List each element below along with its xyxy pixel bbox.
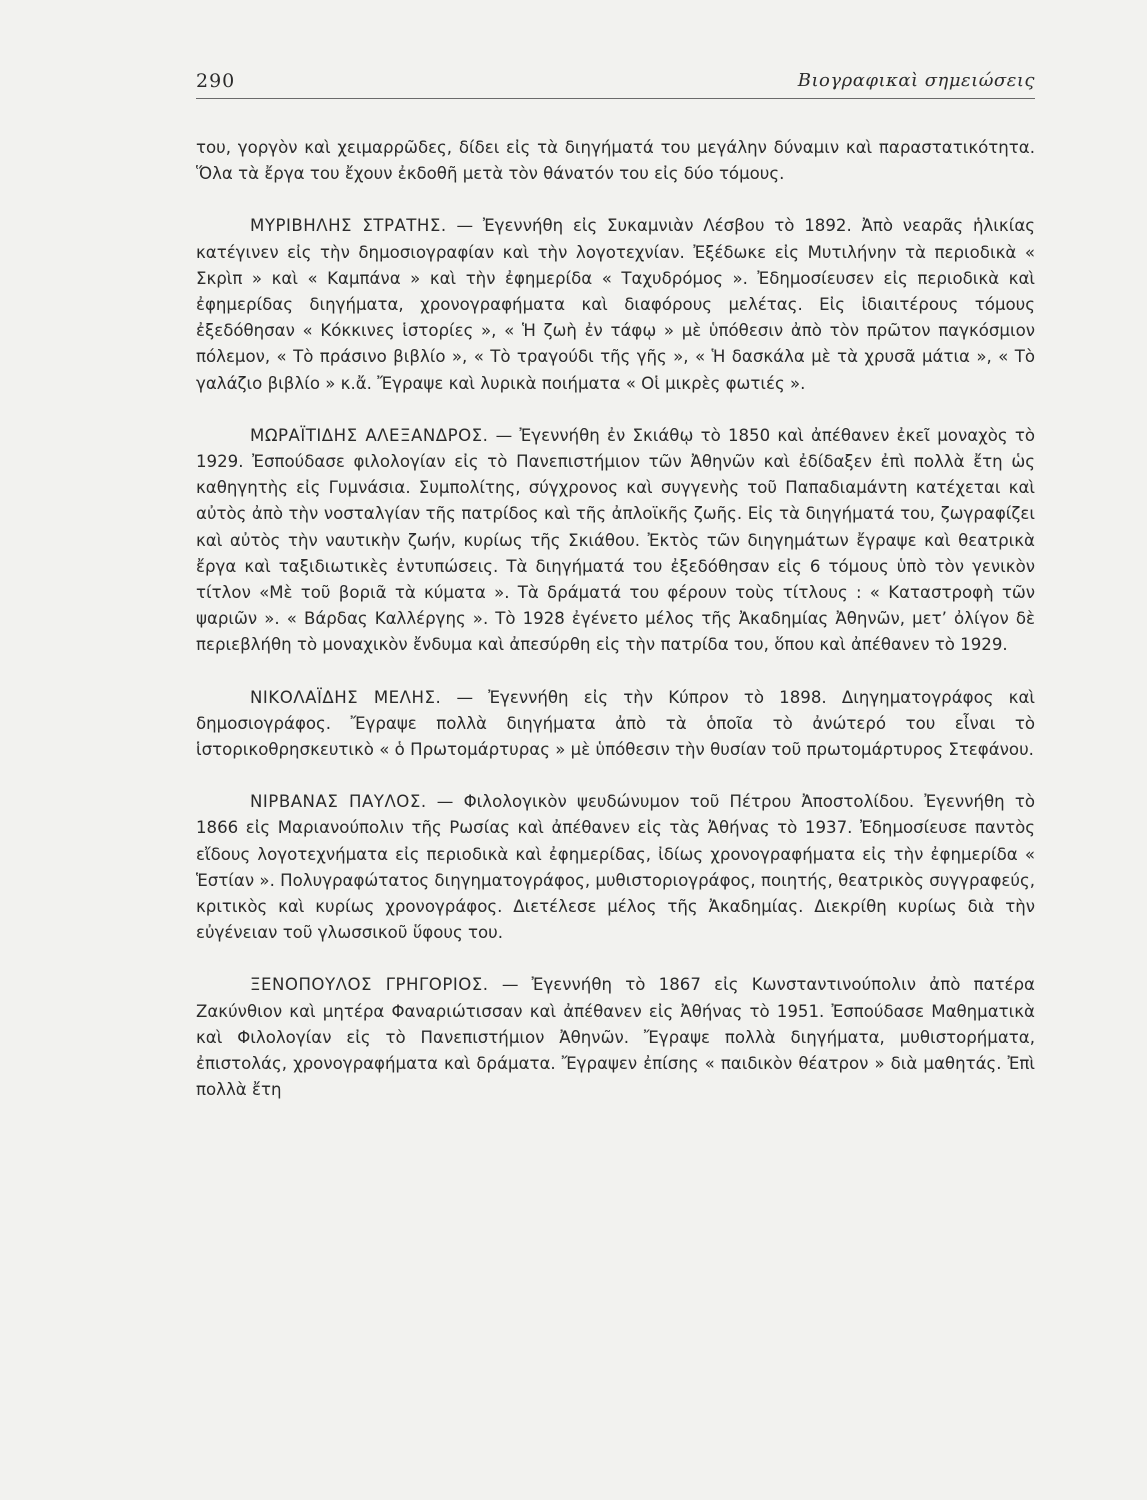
entry-moraitidis [196, 423, 1035, 659]
page-number: 290 [196, 70, 236, 92]
entry-text: — Ἐγεννήθη εἰς Συκαμνιὰν Λέσβου τὸ 1892. Ἀπὸ νεαρᾶς ἡλικίας κατέγινεν εἰς τὴν δημοσιογραφίαν καὶ τὴν λογοτεχνίαν. Ἐξέδωκε εἰς Μυτιλήνην τὰ περιοδικὰ « Σκρὶπ » καὶ « Καμπάνα » καὶ τὴν ἐφημερίδα « Ταχυδρόμος ». Ἐδημοσίευσεν εἰς περιοδικὰ καὶ ἐφημερίδας διηγήματα, χρονογραφήματα καὶ διαφόρους μελέτας. Εἰς ἰδιαιτέρους τόμους ἐξεδόθησαν « Κόκκινες ἱστορίες », « Ἡ ζωὴ ἐν τάφῳ » μὲ ὑπόθεσιν ἀπὸ τὸν πρῶτον παγκόσμιον πόλεμον, « Τὸ πράσινο βιβλίο », « Τὸ τραγούδι τῆς γῆς », « Ἡ δασκάλα μὲ τὰ χρυσᾶ μάτια », « Τὸ γαλάζιο βιβλίο » κ.ἄ. Ἔγραψε καὶ λυρικὰ ποιήματα « Οἱ μικρὲς φωτιές ». [196, 216, 1035, 393]
entry-name: ΜΩΡΑΪΤΙΔΗΣ ΑΛΕΞΑΝΔΡΟΣ. [250, 425, 489, 445]
entry-xenopoulos [196, 972, 1035, 1103]
page-header [196, 70, 1035, 99]
page-body [196, 135, 1035, 1104]
entry-text: — Ἐγεννήθη εἰς τὴν Κύπρον τὸ 1898. Διηγηματογράφος καὶ δημοσιογράφος. Ἔγραψε πολλὰ διηγήματα ἀπὸ τὰ ὁποῖα τὸ ἀνώτερό του εἶναι τὸ ἱστορικοθρησκευτικὸ « ὁ Πρωτομάρτυρας » μὲ ὑπόθεσιν τὴν θυσίαν τοῦ πρωτομάρτυρος Στεφάνου. [196, 687, 1035, 760]
entry-myrivilis [196, 213, 1035, 396]
entry-name: ΝΙΚΟΛΑΪΔΗΣ ΜΕΛΗΣ. [250, 687, 442, 707]
entry-name: ΝΙΡΒΑΝΑΣ ΠΑΥΛΟΣ. [250, 792, 427, 812]
entry-text: — Ἐγεννήθη τὸ 1867 εἰς Κωνσταντινούπολιν ἀπὸ πατέρα Ζακύνθιον καὶ μητέρα Φαναριώτισσαν καὶ ἀπέθανεν εἰς Ἀθήνας τὸ 1951. Ἐσπούδασε Μαθηματικὰ καὶ Φιλολογίαν εἰς τὸ Πανεπιστήμιον Ἀθηνῶν. Ἔγραψε πολλὰ διηγήματα, μυθιστορήματα, ἐπιστολάς, χρονογραφήματα καὶ δράματα. Ἔγραψεν ἐπίσης « παιδικὸν θέατρον » διὰ μαθητάς. Ἐπὶ πολλὰ ἔτη [196, 975, 1035, 1100]
running-title: Βιογραφικαὶ σημειώσεις [797, 70, 1035, 91]
continuation-paragraph: του, γοργὸν καὶ χειμαρρῶδες, δίδει εἰς τὰ διηγήματά του μεγάλην δύναμιν καὶ παραστατικότητα. Ὅλα τὰ ἔργα του ἔχουν ἐκδοθῆ μετὰ τὸν θάνατόν του εἰς δύο τόμους. [196, 138, 1035, 184]
entry-nikolaidis [196, 685, 1035, 764]
entry-text: — Φιλολογικὸν ψευδώνυμον τοῦ Πέτρου Ἀποστολίδου. Ἐγεννήθη τὸ 1866 εἰς Μαριανούπολιν τῆς Ρωσίας καὶ ἀπέθανεν εἰς τὰς Ἀθήνας τὸ 1937. Ἐδημοσίευσε παντὸς εἴδους λογοτεχνήματα εἰς περιοδικὰ καὶ ἐφημερίδας, ἰδίως χρονογραφήματα εἰς τὴν ἐφημερίδα « Ἑστίαν ». Πολυγραφώτατος διηγηματογράφος, μυθιστοριογράφος, ποιητής, θεατρικὸς συγγραφεύς, κριτικὸς καὶ κυρίως χρονογράφος. Διετέλεσε μέλος τῆς Ἀκαδημίας. Διεκρίθη κυρίως διὰ τὴν εὐγένειαν τοῦ γλωσσικοῦ ὕφους του. [196, 792, 1036, 943]
entry-nirvanas [196, 789, 1035, 946]
entry-text: — Ἐγεννήθη ἐν Σκιάθῳ τὸ 1850 καὶ ἀπέθανεν ἐκεῖ μοναχὸς τὸ 1929. Ἐσπούδασε φιλολογίαν εἰς τὸ Πανεπιστήμιον τῶν Ἀθηνῶν καὶ ἐδίδαξεν ἐπὶ πολλὰ ἔτη ὡς καθηγητὴς εἰς Γυμνάσια. Συμπολίτης, σύγχρονος καὶ συγγενὴς τοῦ Παπαδιαμάντη κατέχεται καὶ αὐτὸς ἀπὸ τὴν νοσταλγίαν τῆς πατρίδος καὶ τῆς ἀπλοϊκῆς ζωῆς. Εἰς τὰ διηγήματά του, ζωγραφίζει καὶ αὐτὸς τὴν ναυτικὴν ζωήν, κυρίως τῆς Σκιάθου. Ἐκτὸς τῶν διηγημάτων ἔγραψε καὶ θεατρικὰ ἔργα καὶ ταξιδιωτικὲς ἐντυπώσεις. Τὰ διηγήματά του ἐξεδόθησαν εἰς 6 τόμους ὑπὸ τὸν γενικὸν τίτλον «Μὲ τοῦ βοριᾶ τὰ κύματα ». Τὰ δράματά του φέρουν τοὺς τίτλους : « Καταστροφὴ τῶν ψαριῶν ». « Βάρδας Καλλέργης ». Τὸ 1928 ἐγένετο μέλος τῆς Ἀκαδημίας Ἀθηνῶν, μετ’ ὀλίγον δὲ περιεβλήθη τὸ μοναχικὸν ἔνδυμα καὶ ἀπεσύρθη εἰς τὴν πατρίδα του, ὅπου καὶ ἀπέθανεν τὸ 1929. [196, 425, 1035, 655]
entry-name: ΞΕΝΟΠΟΥΛΟΣ ΓΡΗΓΟΡΙΟΣ. [250, 975, 489, 995]
entry-name: ΜΥΡΙΒΗΛΗΣ ΣΤΡΑΤΗΣ. [250, 216, 447, 236]
